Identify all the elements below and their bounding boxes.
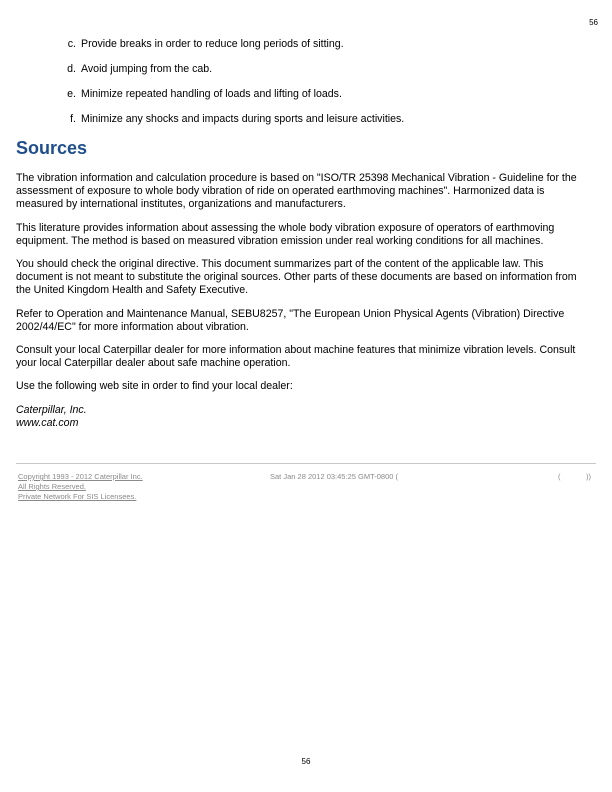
list-marker: e. <box>67 88 76 100</box>
paragraph: This literature provides information about assessing the whole body vibration exposure of operators of earthmoving equipment. The method is based on measured vibration emission under real working conditions for all machines. <box>16 221 555 247</box>
network-link[interactable]: Private Network For SIS Licensees. <box>18 492 137 501</box>
list-text: Provide breaks in order to reduce long periods of sitting. <box>81 38 344 50</box>
page-number-bottom: 56 <box>301 757 311 766</box>
footer-paren-close: )) <box>586 472 591 481</box>
paragraph: Consult your local Caterpillar dealer for more information about machine features that minimize vibration levels. Consult your local Caterpillar dealer about safe machine operation. <box>16 344 576 370</box>
page-number-top: 56 <box>589 18 598 27</box>
paragraph: Refer to Operation and Maintenance Manual, SEBU8257, "The European Union Physical Agents (Vibration) Directive 2002/44/EC" for more information about vibration. <box>16 307 565 333</box>
list-item <box>58 112 588 126</box>
list-marker: c. <box>67 38 76 50</box>
list-item <box>58 87 588 101</box>
paragraph: The vibration information and calculation procedure is based on "ISO/TR 25398 Mechanical Vibration - Guideline for the assessment of exposure to whole body vibration of ride on operated earthmoving machines". Harmonized data is measured by international institutes, organizations and manufacturers. <box>16 172 577 211</box>
footer-paren-open: ( <box>558 472 561 481</box>
list-text: Minimize repeated handling of loads and lifting of loads. <box>81 88 342 100</box>
section-body <box>16 172 592 430</box>
list-text: Avoid jumping from the cab. <box>81 63 213 75</box>
list-text: Minimize any shocks and impacts during sports and leisure activities. <box>81 113 405 125</box>
website: www.cat.com <box>16 416 79 429</box>
footer-divider <box>16 463 596 464</box>
company-name: Caterpillar, Inc. <box>16 403 87 416</box>
list-item <box>58 62 588 76</box>
instruction-list <box>58 37 588 137</box>
section-title: Sources <box>16 138 88 158</box>
timestamp: Sat Jan 28 2012 03:45:25 GMT-0800 ( <box>270 472 399 481</box>
list-marker: f. <box>70 113 76 125</box>
paragraph: You should check the original directive. This document summarizes part of the content of the applicable law. This document is not meant to substitute the original sources. Other parts of these documents are based on information from the United Kingdom Health and Safety Executive. <box>16 258 577 297</box>
paragraph: Use the following web site in order to find your local dealer: <box>16 380 293 393</box>
rights-link[interactable]: All Rights Reserved. <box>18 482 86 491</box>
footer <box>18 472 598 502</box>
list-marker: d. <box>67 63 76 75</box>
list-item <box>58 37 588 51</box>
copyright-link[interactable]: Copyright 1993 - 2012 Caterpillar Inc. <box>18 472 143 481</box>
